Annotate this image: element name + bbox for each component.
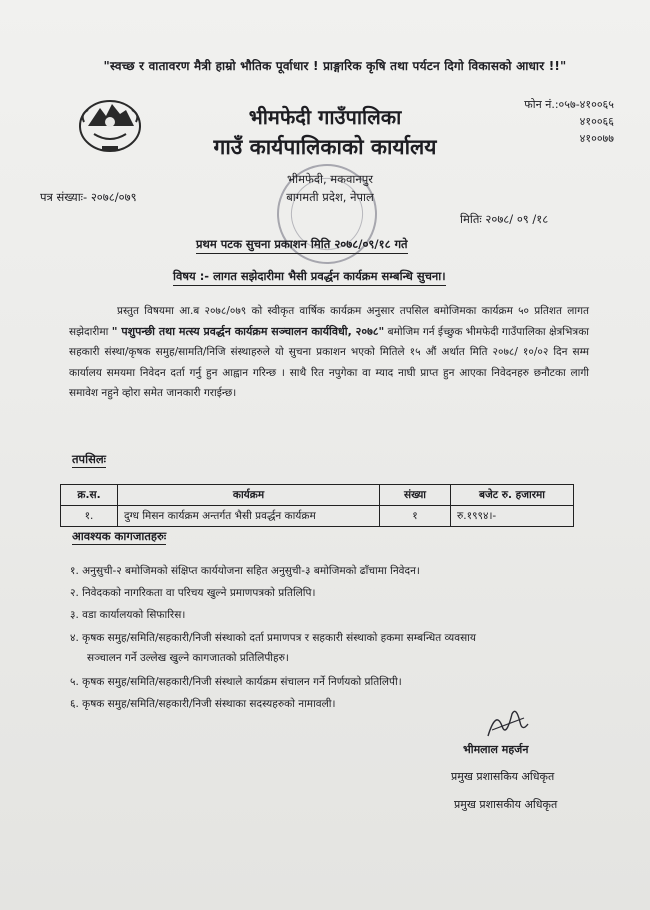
slogan: "स्वच्छ र वातावरण मैत्री हाम्रो भौतिक पूर्वाधार ! प्राङ्गारिक कृषि तथा पर्यटन दिगो विकासको आधार !!" [103, 59, 567, 73]
program-table [60, 484, 574, 527]
address-line-2: बागमती प्रदेश, नेपाल [286, 190, 374, 204]
col-program: कार्यक्रम [118, 485, 380, 506]
notice-body [69, 301, 589, 404]
cell-program: दुग्ध मिसन कार्यक्रम अन्तर्गत भैसी प्रवर्द्धन कार्यक्रम [118, 506, 380, 527]
body-bold-title: " पशुपन्छी तथा मत्स्य प्रवर्द्धन कार्यक्रम सञ्चालन कार्यविधी, २०७८" [111, 324, 385, 338]
first-publication-line: प्रथम पटक सुचना प्रकाशन मिति २०७८/०९/१८ गते [196, 237, 408, 254]
signer-name: भीमलाल महर्जन [463, 743, 529, 756]
required-documents-title: आवश्यक कागजातहरुः [72, 529, 167, 543]
list-item: ३. वडा कार्यालयको सिफारिस। [70, 609, 186, 621]
col-sn: क्र.स. [61, 485, 118, 506]
municipality-name: भीमफेदी गाउँपालिका [248, 105, 402, 129]
phone-line-3: ४१००७७ [579, 132, 614, 145]
office-address [240, 170, 420, 206]
cell-budget: रु.१९९४।- [451, 506, 574, 527]
list-item: ४. कृषक समुह/समिति/सहकारी/निजी संस्थाको दर्ता प्रमाणपत्र र सहकारी संस्थाको हकमा सम्बन्धित व्यवसाय सञ्चालन गर्ने उल्लेख खुल्ने कागजातको प्रतिलिपीहरु। [70, 632, 476, 664]
list-item: १. अनुसुची-२ बमोजिमको संक्षिप्त कार्ययोजना सहित अनुसुची-३ बमोजिमको ढाँचामा निवेदन। [70, 565, 420, 577]
col-quantity: संख्या [380, 485, 451, 506]
reference-number: पत्र संख्याः- २०७८/०७९ [40, 190, 137, 204]
list-item: ६. कृषक समुह/समिति/सहकारी/निजी संस्थाका सदस्यहरुको नामावली। [70, 698, 336, 710]
list-item: ५. कृषक समुह/समिति/सहकारी/निजी संस्थाले कार्यक्रम संचालन गर्ने निर्णयको प्रतिलिपी। [70, 676, 402, 688]
nepal-emblem-icon [76, 92, 144, 154]
list-item: २. निवेदकको नागरिकता वा परिचय खुल्ने प्रमाणपत्रको प्रतिलिपि। [70, 587, 316, 599]
cell-quantity: १ [380, 506, 451, 527]
table-row [61, 506, 574, 527]
letter-date: मितिः २०७८/ ०९ /१८ [460, 212, 549, 226]
phone-line-1: फोन नं.:०५७-४१००६५ [524, 98, 614, 111]
signer-title-stamp: प्रमुख प्रशासकीय अधिकृत [454, 798, 558, 811]
phone-numbers [508, 96, 614, 147]
address-line-1: भीमफेदी, मकवानपुर [287, 172, 373, 186]
body-part-2: बमोजिम गर्न ईच्छुक भीमफेदी गाउँपालिका क्षेत्रभित्रका सहकारी संस्था/कृषक समुह/सामति/निजि संस्थाहरुले यो सुचना प्रकाशन भएको मितिले १५ औं अर्थात मिति २०७८/ १०/०२ दिन सम्म कार्यालय समयमा निवेदन दर्ता गर्नु हुन आह्वान गरिन्छ । साथै रित नपुगेका वा म्याद नाघी प्राप्त हुन आएका निवेदनहरु छनौटका लागी समावेश नहुने व्होरा समेत जानकारी गराईन्छ। [69, 325, 589, 399]
office-name: गाउँ कार्यपालिकाको कार्यालय [213, 135, 437, 159]
col-budget: बजेट रु. हजारमा [451, 485, 574, 506]
subject-line: विषय :- लागत सझेदारीमा भैसी प्रवर्द्धन कार्यक्रम सम्बन्धि सुचना। [173, 269, 446, 286]
table-header-row [61, 485, 574, 506]
body-part-1: प्रस्तुत विषयमा आ.ब २०७८/०७९ को स्वीकृत वार्षिक कार्यक्रम अनुसार तपसिल बमोजिमका कार्यक्रम ५० प्रतिशत लागत सझेदारीमा [69, 305, 589, 338]
handwritten-signature-icon [482, 704, 532, 744]
details-title: तपसिलः [72, 452, 106, 466]
cell-sn: १. [61, 506, 118, 527]
signer-title: प्रमुख प्रशासकिय अधिकृत [451, 770, 555, 783]
phone-line-2: ४१००६६ [579, 115, 614, 128]
